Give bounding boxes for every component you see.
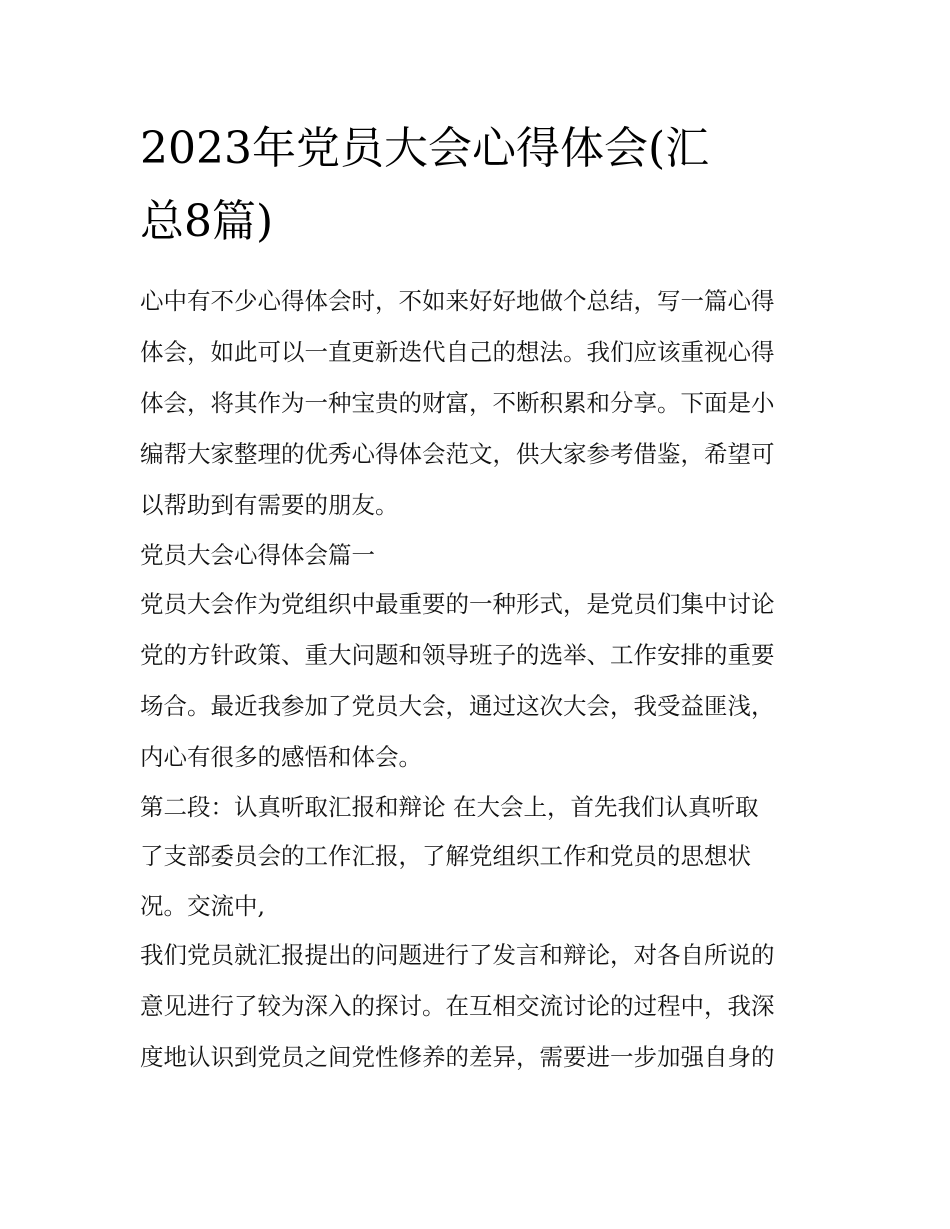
body-line: 了支部委员会的工作汇报，了解党组织工作和党员的思想状 (140, 842, 751, 870)
body-line: 况。交流中, (140, 892, 265, 920)
document-body (140, 276, 812, 1083)
document-title (140, 112, 820, 258)
body-line: 内心有很多的感悟和体会。 (140, 743, 422, 771)
body-line: 党的方针政策、重大问题和领导班子的选举、工作安排的重要 (140, 641, 775, 669)
body-line: 度地认识到党员之间党性修养的差异，需要进一步加强自身的 (140, 1043, 775, 1071)
body-line: 我们党员就汇报提出的问题进行了发言和辩论，对各自所说的 (140, 941, 775, 969)
body-line: 意见进行了较为深入的探讨。在互相交流讨论的过程中，我深 (140, 992, 775, 1020)
section-heading: 党员大会心得体会篇一 (140, 541, 375, 569)
title-line-2: 总8篇) (140, 196, 274, 247)
body-line: 编帮大家整理的优秀心得体会范文，供大家参考借鉴，希望可 (140, 440, 775, 468)
body-line: 场合。最近我参加了党员大会，通过这次大会，我受益匪浅， (140, 692, 775, 720)
title-line-1: 2023年党员大会心得体会(汇 (140, 123, 710, 174)
body-line: 党员大会作为党组织中最重要的一种形式，是党员们集中讨论 (140, 590, 775, 618)
body-line: 体会，如此可以一直更新迭代自己的想法。我们应该重视心得 (140, 338, 775, 366)
body-line: 第二段：认真听取汇报和辩论 在大会上，首先我们认真听取 (140, 793, 759, 821)
body-line: 心中有不少心得体会时，不如来好好地做个总结，写一篇心得 (140, 287, 775, 315)
body-line: 体会，将其作为一种宝贵的财富，不断积累和分享。下面是小 (140, 389, 775, 417)
body-line: 以帮助到有需要的朋友。 (140, 491, 399, 519)
